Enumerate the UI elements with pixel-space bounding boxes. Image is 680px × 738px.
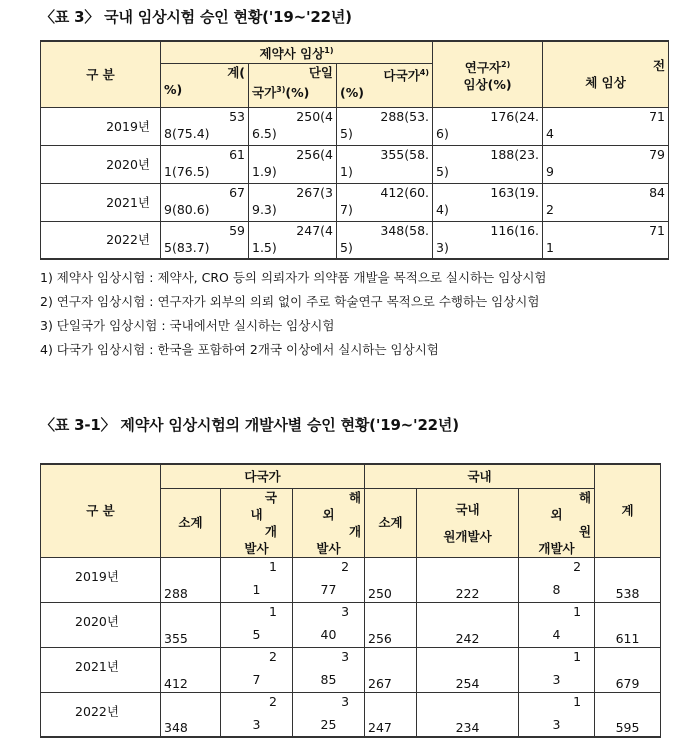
grand-total-cell: 538 xyxy=(595,557,661,602)
mn-for-cell-a: 3 xyxy=(341,648,350,664)
mn-foreign-cell xyxy=(293,557,365,602)
table-row xyxy=(41,107,669,145)
dom-for-cell-b: 3 xyxy=(552,671,561,687)
dom-for-cell-a: 1 xyxy=(573,648,582,664)
category-header: 구 분 xyxy=(41,464,161,557)
mn-for-cell-b: 40 xyxy=(320,626,337,642)
mn-dom-label-a: 국 xyxy=(264,489,277,505)
investigator-header xyxy=(433,41,543,107)
single-cell-a: 267(3 xyxy=(296,184,333,200)
footnote-4: 4) 다국가 임상시험 : 한국을 포함하여 2개국 이상에서 실시하는 임상시험 xyxy=(40,342,439,357)
dom-domestic-cell: 222 xyxy=(417,557,519,602)
domestic-header: 국내 xyxy=(365,464,595,488)
mn-domestic-header xyxy=(221,488,293,557)
dom-subtotal-header: 소계 xyxy=(365,488,417,557)
table2 xyxy=(40,463,661,738)
dom-for-cell-b: 4 xyxy=(552,626,561,642)
year-cell: 2019년 xyxy=(41,107,161,145)
investigator-label-a: 연구자 xyxy=(464,59,502,75)
table-row xyxy=(41,183,669,221)
investigator-cell-a: 188(23. xyxy=(490,146,540,162)
footnote-2: 2) 연구자 임상시험 : 연구자가 외부의 의뢰 없이 주로 학술연구 목적으로 수행하는 임상시험 xyxy=(40,294,540,309)
mn-for-cell-b: 85 xyxy=(320,671,337,687)
dom-domestic-cell: 254 xyxy=(417,647,519,692)
dom-subtotal-cell: 247 xyxy=(365,692,417,737)
investigator-sup: 2) xyxy=(501,59,511,69)
dom-for-label-d: 개발사 xyxy=(538,540,575,556)
multi-label-a: 다국가 xyxy=(383,67,420,83)
single-cell xyxy=(249,145,337,183)
table-row xyxy=(41,221,669,259)
table-row xyxy=(41,557,661,602)
mn-domestic-cell xyxy=(221,602,293,647)
all-cell-a: 79 xyxy=(649,146,666,162)
multi-cell-b: 1) xyxy=(340,163,353,179)
single-cell xyxy=(249,183,337,221)
single-cell-b: 9.3) xyxy=(252,201,277,217)
multi-cell-a: 288(53. xyxy=(380,108,430,124)
mn-for-label-a: 해 xyxy=(348,489,362,505)
dom-domestic-cell: 234 xyxy=(417,692,519,737)
single-sup: 3) xyxy=(276,84,286,94)
mn-for-label-b: 외 xyxy=(322,506,335,522)
pharma-group-header xyxy=(161,41,433,63)
mn-dom-cell-a: 1 xyxy=(269,558,277,574)
table1-title: 〈표 3〉 국내 임상시험 승인 현황('19~'22년) xyxy=(40,8,352,26)
mn-for-cell-b: 25 xyxy=(320,716,337,732)
single-cell-b: 1.5) xyxy=(252,239,277,255)
dom-for-cell-a: 2 xyxy=(573,558,582,574)
total-cell xyxy=(161,145,249,183)
multi-cell-a: 355(58. xyxy=(380,146,430,162)
year-cell: 2022년 xyxy=(41,221,161,259)
year-cell: 2019년 xyxy=(41,557,161,602)
total-cell xyxy=(161,107,249,145)
all-cell-b: 4 xyxy=(546,125,554,141)
table-row xyxy=(41,602,661,647)
dom-for-label-b: 외 xyxy=(550,506,563,522)
all-label-a: 전 xyxy=(652,58,666,74)
multi-cell xyxy=(337,145,433,183)
table-row xyxy=(41,145,669,183)
investigator-cell-a: 163(19. xyxy=(490,184,540,200)
multi-label-b: (%) xyxy=(340,84,364,100)
total-cell-a: 61 xyxy=(229,146,245,162)
mn-dom-cell-a: 1 xyxy=(269,603,277,619)
single-cell xyxy=(249,107,337,145)
mn-dom-label-c: 개 xyxy=(264,523,277,539)
dom-for-cell-b: 3 xyxy=(552,716,561,732)
grand-total-cell: 595 xyxy=(595,692,661,737)
total-label-b: %) xyxy=(164,81,183,97)
multi-cell xyxy=(337,107,433,145)
footnote-1: 1) 제약사 임상시험 : 제약사, CRO 등의 의뢰자가 의약품 개발을 목적으로 실시하는 임상시험 xyxy=(40,270,547,285)
multi-cell-b: 7) xyxy=(340,201,353,217)
multi-cell-b: 5) xyxy=(340,125,353,141)
all-cell-a: 84 xyxy=(649,184,666,200)
year-cell: 2021년 xyxy=(41,647,161,692)
dom-subtotal-cell: 267 xyxy=(365,647,417,692)
dom-domestic-cell: 242 xyxy=(417,602,519,647)
mn-dom-label-d: 발사 xyxy=(244,540,269,556)
mn-dom-cell-a: 2 xyxy=(269,693,277,709)
single-label-a: 단일 xyxy=(308,64,333,80)
total-cell-b: 1(76.5) xyxy=(164,163,210,179)
total-cell xyxy=(161,183,249,221)
investigator-cell xyxy=(433,107,543,145)
dom-domestic-header xyxy=(417,488,519,557)
single-cell-b: 1.9) xyxy=(252,163,277,179)
dom-foreign-cell xyxy=(519,602,595,647)
mn-domestic-cell xyxy=(221,692,293,737)
single-cell-a: 247(4 xyxy=(296,222,333,238)
dom-for-label-a: 해 xyxy=(578,489,592,505)
year-cell: 2020년 xyxy=(41,602,161,647)
mn-domestic-cell xyxy=(221,557,293,602)
multi-header xyxy=(337,63,433,107)
mn-dom-cell-a: 2 xyxy=(269,648,277,664)
dom-for-label-c: 원 xyxy=(578,523,592,539)
all-cell xyxy=(543,183,669,221)
mn-for-cell-a: 3 xyxy=(341,603,350,619)
mn-foreign-cell xyxy=(293,647,365,692)
investigator-label-b: 임상(%) xyxy=(463,76,512,92)
total-cell-a: 53 xyxy=(229,108,245,124)
single-label-b: 국가 xyxy=(252,84,277,100)
mn-foreign-cell xyxy=(293,602,365,647)
footnotes xyxy=(40,270,640,366)
investigator-cell-a: 116(16. xyxy=(490,222,540,238)
year-cell: 2020년 xyxy=(41,145,161,183)
mn-dom-cell-b: 1 xyxy=(252,581,261,597)
investigator-cell-b: 4) xyxy=(436,201,449,217)
mn-foreign-header xyxy=(293,488,365,557)
year-cell: 2022년 xyxy=(41,692,161,737)
mn-dom-cell-b: 5 xyxy=(252,626,261,642)
total-header xyxy=(161,63,249,107)
total-cell-b: 5(83.7) xyxy=(164,239,210,255)
multi-sup: 4) xyxy=(419,67,430,77)
table-row xyxy=(41,647,661,692)
single-cell-a: 256(4 xyxy=(296,146,333,162)
dom-for-cell-a: 1 xyxy=(573,603,582,619)
mn-for-cell-a: 3 xyxy=(341,693,350,709)
mn-subtotal-cell: 288 xyxy=(161,557,221,602)
total-cell-a: 59 xyxy=(229,222,245,238)
total-cell-a: 67 xyxy=(229,184,245,200)
pharma-group-label: 제약사 임상 xyxy=(259,46,325,62)
mn-domestic-cell xyxy=(221,647,293,692)
investigator-cell xyxy=(433,183,543,221)
multi-cell-a: 412(60. xyxy=(380,184,430,200)
dom-dom-label-b: 원개발사 xyxy=(443,528,492,544)
dom-for-cell-a: 1 xyxy=(573,693,582,709)
multi-cell-b: 5) xyxy=(340,239,353,255)
all-cell-a: 71 xyxy=(649,222,666,238)
dom-subtotal-cell: 256 xyxy=(365,602,417,647)
footnote-3: 3) 단일국가 임상시험 : 국내에서만 실시하는 임상시험 xyxy=(40,318,335,333)
mn-subtotal-cell: 348 xyxy=(161,692,221,737)
total-cell xyxy=(161,221,249,259)
multi-cell xyxy=(337,183,433,221)
grand-total-cell: 679 xyxy=(595,647,661,692)
dom-subtotal-cell: 250 xyxy=(365,557,417,602)
single-cell-b: 6.5) xyxy=(252,125,277,141)
investigator-cell-b: 6) xyxy=(436,125,449,141)
investigator-cell xyxy=(433,221,543,259)
single-cell xyxy=(249,221,337,259)
all-cell-b: 9 xyxy=(546,163,554,179)
grand-total-cell: 611 xyxy=(595,602,661,647)
all-cell-b: 2 xyxy=(546,201,554,217)
investigator-cell xyxy=(433,145,543,183)
grand-total-header: 계 xyxy=(595,464,661,557)
investigator-cell-b: 5) xyxy=(436,163,449,179)
dom-foreign-cell xyxy=(519,557,595,602)
total-label-a: 계( xyxy=(227,64,245,80)
mn-for-label-c: 개 xyxy=(348,523,362,539)
dom-foreign-header xyxy=(519,488,595,557)
all-cell xyxy=(543,221,669,259)
multinational-header: 다국가 xyxy=(161,464,365,488)
table1 xyxy=(40,40,669,260)
table2-title: 〈표 3-1〉 제약사 임상시험의 개발사별 승인 현황('19~'22년) xyxy=(40,416,459,434)
dom-for-cell-b: 8 xyxy=(552,581,561,597)
all-cell xyxy=(543,145,669,183)
mn-for-label-d: 발사 xyxy=(316,540,341,556)
mn-subtotal-cell: 412 xyxy=(161,647,221,692)
all-cell-a: 71 xyxy=(649,108,666,124)
total-cell-b: 8(75.4) xyxy=(164,125,210,141)
mn-dom-label-b: 내 xyxy=(250,506,263,522)
investigator-cell-b: 3) xyxy=(436,239,449,255)
multi-cell-a: 348(58. xyxy=(380,222,430,238)
all-header xyxy=(543,41,669,107)
investigator-cell-a: 176(24. xyxy=(490,108,540,124)
dom-foreign-cell xyxy=(519,647,595,692)
dom-foreign-cell xyxy=(519,692,595,737)
single-header xyxy=(249,63,337,107)
single-cell-a: 250(4 xyxy=(296,108,333,124)
all-label-b: 체 임상 xyxy=(585,75,626,91)
all-cell-b: 1 xyxy=(546,239,554,255)
single-label-c: (%) xyxy=(285,84,310,100)
mn-for-cell-b: 77 xyxy=(320,581,337,597)
mn-foreign-cell xyxy=(293,692,365,737)
multi-cell xyxy=(337,221,433,259)
all-cell xyxy=(543,107,669,145)
mn-for-cell-a: 2 xyxy=(341,558,350,574)
category-header: 구 분 xyxy=(41,41,161,107)
dom-dom-label-a: 국내 xyxy=(455,501,480,517)
year-cell: 2021년 xyxy=(41,183,161,221)
mn-subtotal-cell: 355 xyxy=(161,602,221,647)
mn-dom-cell-b: 3 xyxy=(252,716,261,732)
table-row xyxy=(41,692,661,737)
pharma-group-sup: 1) xyxy=(324,46,334,55)
mn-dom-cell-b: 7 xyxy=(252,671,261,687)
total-cell-b: 9(80.6) xyxy=(164,201,210,217)
mn-subtotal-header: 소계 xyxy=(161,488,221,557)
